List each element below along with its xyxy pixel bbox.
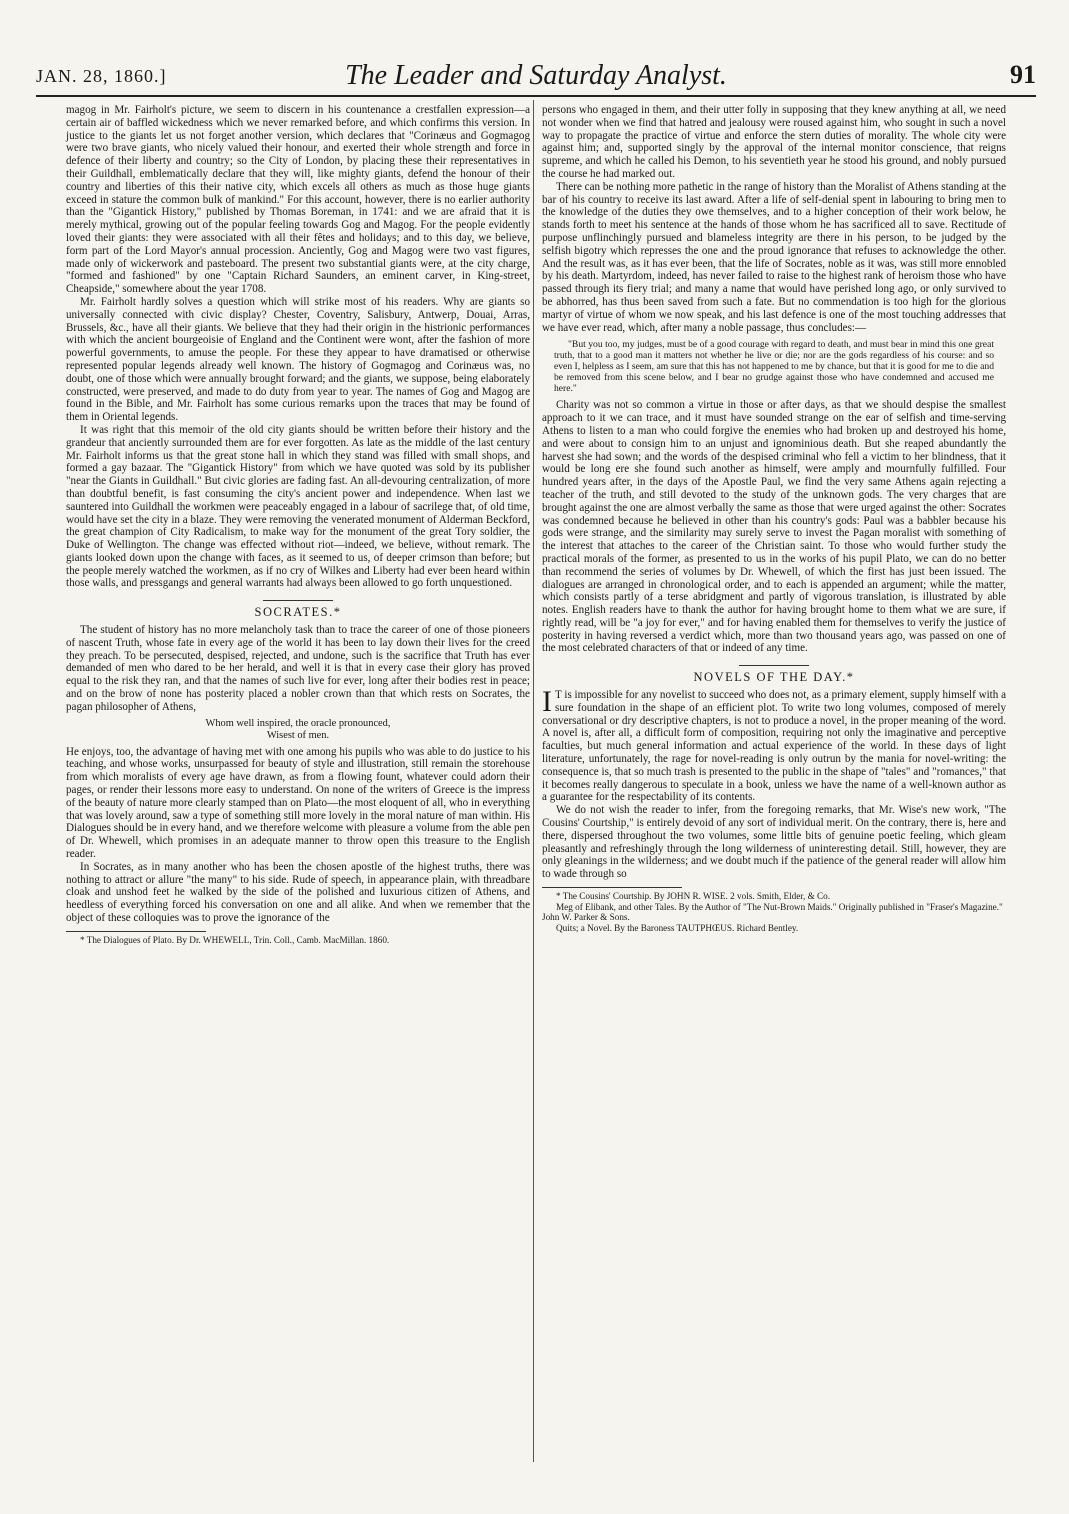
paragraph: In Socrates, as in many another who has been the chosen apostle of the highest truths, there was nothing to attract or allure "the many" to his side. Rude of speech, in appearance plain, with threadbare cloak and unshod feet he walked by the side of the polished and luxurious citizen of Athens, and heedless of everything forced his conversation on one and all alike. And when we remember that the object of these colloquies was to prove the ignorance of the [66,860,530,925]
section-rule [739,665,809,666]
column-separator [533,100,534,1462]
paragraph-text: T is impossible for any novelist to succeed who does not, as a primary element, supply himself with a sure foundation in the shape of an efficient plot. To write two long volumes, composed of merely conversational or dry descriptive chapters, is not to produce a novel, in the proper meaning of the word. A novel is, after all, a difficult form of composition, requiring not only the imaginative and perceptive faculties, but much general information and actual experience of the world. In these days of light literature, unfortunately, the rage for novel-reading is only outrun by the mania for novel-writing: the consequence is, that so much trash is presented to the public in the shape of "tales" and "romances," that it becomes really dangerous to speculate in a book, unless we have the name of a well-known author as a guarantee for the respectability of its contents. [542,689,1006,804]
footnote-rule [542,887,682,888]
header-rule [36,95,1036,97]
paragraph: Mr. Fairholt hardly solves a question which will strike most of his readers. Why are giants so universally connected with civic display? Chester, Coventry, Salisbury, Antwerp, Douai, Arras, Brussels, &c., have all their giants. We believe that they had their origin in the histrionic performances with which the ancient bourgeoisie of England and the Continent were wont, after the fashion of more powerful governments, to amuse the people. For these they appear to have dramatised or otherwise represented popular legends already well known. The history of Gogmagog and Corinæus was, no doubt, one of those which were annually brought forward; and the giants, we suppose, being elaborately constructed, were preserved, and made to do duty from year to year. The names of Gog and Magog are found in the Bible, and Mr. Fairholt has some curious remarks upon the traces that may be found of them in Oriental legends. [66,295,530,424]
footnote-rule [66,931,206,932]
paragraph: We do not wish the reader to infer, from the foregoing remarks, that Mr. Wise's new work, "The Cousins' Courtship," is entirely devoid of any sort of individual merit. On the contrary, there is, here and there, dispersed throughout the two volumes, some little bits of genuine poetic feeling, which gleam pleasantly and refreshingly through the long wilderness of uninteresting detail. Still, however, they are only gleanings in the wilderness; and we doubt much if the patience of the general reader will allow him to wade through so [542,804,1006,881]
page-number: 91 [1010,60,1036,89]
issue-date: JAN. 28, 1860.] [36,66,167,86]
footnote: Quits; a Novel. By the Baroness TAUTPHŒUS. Richard Bentley. [556,922,799,933]
paragraph: It was right that this memoir of the old city giants should be written before their history and the grandeur that anciently surrounded them are for ever forgotten. As late as the middle of the last century Mr. Fairholt informs us that the great stone hall in which they stand was filled with small shops, and formed a gay bazaar. The "Gigantick History" from which we have quoted was sold by its publisher "near the Giants in Guildhall." But civic glories are fading fast. An all-devouring centralization, of more than doubtful benefit, is fast consuming the city's ancient power and independence. When last we sauntered into Guildhall the workmen were peaceably engaged in a labour of sacrilege that, of old time, would have set the city in a blaze. They were removing the venerated monument of Alderman Beckford, the great champion of City Radicalism, to make way for the monument of the great Tory soldier, the Duke of Wellington. The change was effected without riot—indeed, we believe, without remark. The giants looked down upon the change with faces, as it seemed to us, of deeper crimson than before; but the people merely watched the workmen, as if no cry of Wilkes and Liberty had ever been heard within those walls, and pressgangs and general warrants had always been allowed to go forth unquestioned. [66,423,530,590]
verse-line: Wisest of men. [266,729,330,741]
paragraph: The student of history has no more melancholy task than to trace the career of one of those pioneers of nascent Truth, whose fate in every age of the world it has been to lay down their lives for the creed they preach. To be persecuted, despised, rejected, and undone, such is the sacrifice that Truth has ever demanded of men who dared to be her herald, and well it is that in every case their glory has proved equal to the risk they ran, and that the names of such live for ever, long after their bodies rest in peace; and on the brow of none has posterity placed a nobler crown than that which rests on Socrates, the pagan philosopher of Athens, [66,624,530,713]
paragraph: He enjoys, too, the advantage of having met with one among his pupils who was able to do justice to his teaching, and whose works, unsurpassed for beauty of style and illustration, still remain the storehouse from which moralists of every age have drawn, as from a flowing fount, whatever could adorn their pages, or render their lessons more easy to understand. On none of the writers of Greece is the impress of the beauty of nature more clearly stamped than on Plato—the most eloquent of all, who in everything that was lovely around, saw a type of something still more lovely in the moral nature of man within. His Dialogues should be in every hand, and we therefore welcome with pleasure a volume from the able pen of Dr. Whewell, which promises in an adequate manner to throw open this treasure to the English reader. [66,745,530,861]
footnote: Meg of Elibank, and other Tales. By the Author of "The Nut-Brown Maids." Originally published in "Fraser's Magazine." John W. Parker & Sons. [542,901,1003,923]
footnote: * The Dialogues of Plato. By Dr. WHEWELL, Trin. Coll., Camb. MacMillan. 1860. [80,934,390,945]
paragraph: magog in Mr. Fairholt's picture, we seem to discern in his countenance a crestfallen expression—a certain air of baffled wickedness which we never remarked before, and which confirms this version. In justice to the giants let us not forget another version, which declares that "Corinæus and Gogmagog were two brave giants, who nicely valued their honour, and exerted their whole strength and force in defence of their liberty and country; so the City of London, by placing these their representatives in their Guildhall, emblematically declare that they will, like mighty giants, defend the honour of their country and liberties of this their native city, which excels all others as much as those huge giants exceed in stature the common bulk of mankind." For this account, however, there is no earlier authority than the "Gigantick History," published by Thomas Boreman, in 1741: and we are afraid that it is merely mythical, growing out of the popular feeling towards Gog and Magog. For the people evidently loved their giants: they were associated with all their fêtes and holidays; and to this day, we believe, form part of the Lord Mayor's annual procession. Anciently, Gog and Magog were two vast figures, made only of wickerwork and pasteboard. The present two substantial giants were, at the city charge, "formed and fashioned" by one "Captain Richard Saunders, an eminent carver, in King-street, Cheapside," somewhere about the year 1708. [66,104,530,296]
page-header [36,60,1036,92]
paragraph [542,685,1006,804]
paragraph: Charity was not so common a virtue in those or after days, as that we should despise the smallest approach to it we can trace, and it must have sounded strange on the ear of selfish and time-serving Athens to listen to a man who could forgive the enemies who had broken up and destroyed his home, and were about to consign him to an unjust and ignominious death. But she reaped abundantly the harvest she had sown; and the words of the despised criminal who fell a victim to her blindness, that it would be long ere she found such another as himself, were amply and mournfully fulfilled. Four hundred years after, in the days of the Apostle Paul, we find the very same Athens again rejecting a teacher of the truth, and still devoted to the study of the unknown gods. The very charges that are brought against the one are almost verbally the same as those that were urged against the other: Socrates was condemned because he believed in other than his country's gods: Paul was a babbler because his gods were strange, and the similarity may surely serve to invest the Pagan moralist with something of the interest that attaches to the career of the Christian saint. To those who would further study the practical morals of the former, as presented to us in the works of his pupil Plato, we can do no better than recommend the series of volumes by Dr. Whewell, of which the first has just been issued. The dialogues are arranged in chronological order, and to each is appended an argument; while the matter, which consists partly of a terse abridgment and partly of vigorous translation, is illustrated by able notes. English readers have to thank the author for having brought home to them what we are sure, if rightly read, will be "a joy for ever," and for having enabled them for themselves to verify the justice of posterity in having reversed a verdict which, more than two thousand years ago, was passed on one of the most celebrated characters of that or indeed of any time. [542,399,1006,655]
section-title-novels: NOVELS OF THE DAY.* [693,670,855,685]
publication-title: The Leader and Saturday Analyst. [345,60,727,91]
paragraph: persons who engaged in them, and their utter folly in supposing that they knew anything at all, we need not wonder when we find that hatred and jealousy were roused against him, who sought in such a novel way to propagate the practice of virtue and enforce the stern duties of morality. The whole city were against him; and, supported singly by the approval of the internal monitor conscience, that reigns supreme, and which he called his Demon, to his seventieth year he stood his ground, and nobly pursued the course he had marked out. [542,104,1006,180]
section-title-socrates: SOCRATES.* [254,605,342,620]
right-column [542,104,1006,933]
drop-cap: I [542,685,552,719]
paragraph: There can be nothing more pathetic in the range of history than the Moralist of Athens standing at the bar of his country to receive its last award. After a life of self-denial spent in labouring to bring men to the knowledge of the duties they owe themselves, and to a higher conception of their work below, he stands forth to meet his sentence at the hands of those whom he has sacrificed all to save. Rectitude of purpose unflinchingly pursued and blameless integrity are there in his person, to be judged by the selfish bigotry which represses the one and the proud ignorance that refuses to acknowledge the other. And the result was, as it has ever been, that the life of Socrates, noble as it was, was still more ennobled by his death. Martyrdom, indeed, has never failed to raise to the highest rank of heroism those who have passed through its fiery trial; and many a name that would have perished long ago, or only survived to be abhorred, has thus been saved from such a fate. But no commendation is too high for the glorious martyr of virtue of whom we now speak, and his last defence is one of the most touching addresses that we have ever read, which, after many a noble passage, thus concludes:— [542,180,1006,334]
verse-line: Whom well inspired, the oracle pronounced, [205,717,391,729]
left-column [66,104,530,945]
section-rule [263,600,333,601]
footnote: * The Cousins' Courtship. By JOHN R. WISE. 2 vols. Smith, Elder, & Co. [556,891,831,902]
block-quote: "But you too, my judges, must be of a good courage with regard to death, and must bear in mind this one great truth, that to a good man it matters not whether he live or die; nor are the gods regardless of his course: and so even I, helpless as I seem, am sure that this has not happened to me by chance, but that it is good for me to die and be removed from this scene below, and I bear no grudge against those who have condemned and accused me here." [554,339,994,395]
